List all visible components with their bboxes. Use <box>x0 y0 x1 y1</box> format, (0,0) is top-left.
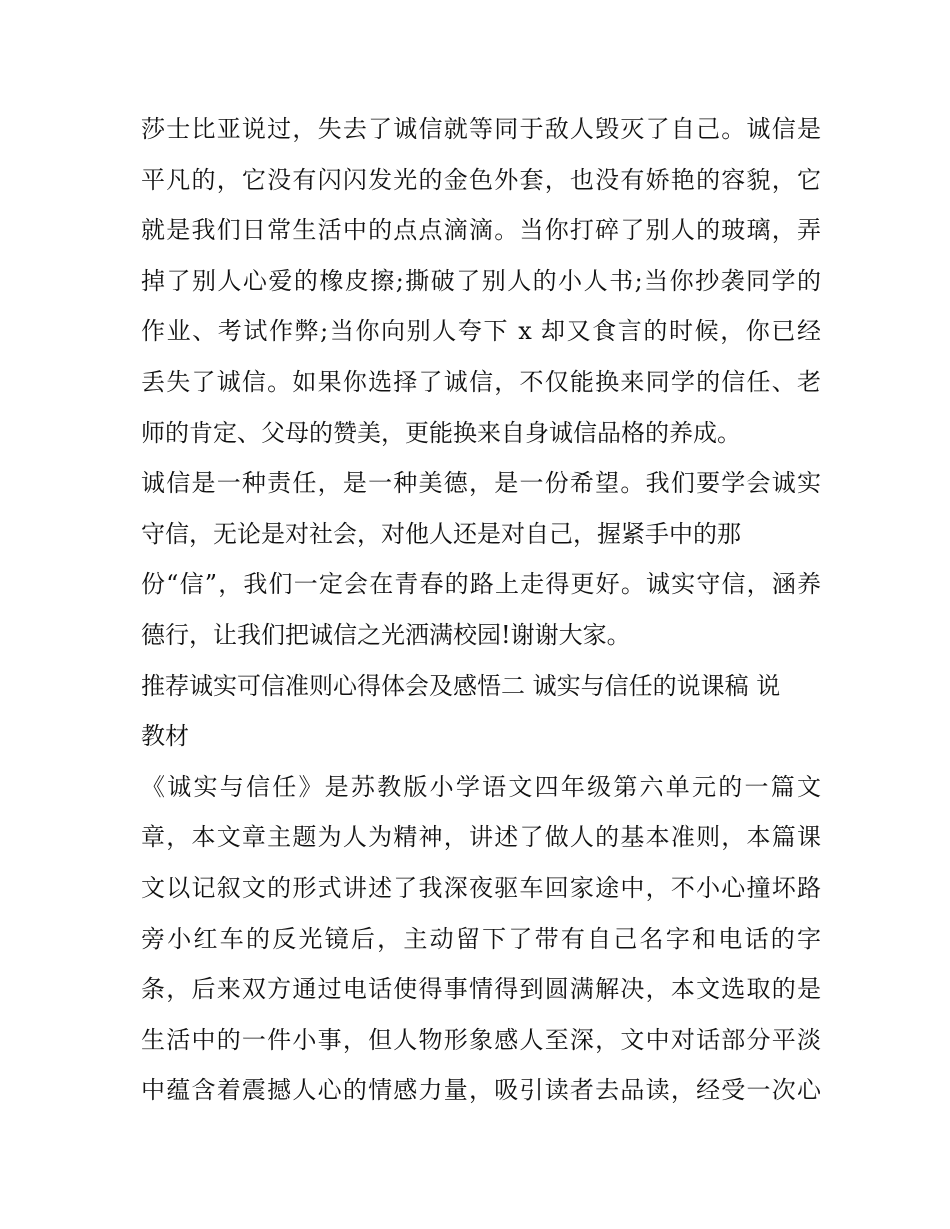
text-line: 守信，无论是对社会，对他人还是对自己，握紧手中的那 <box>141 519 741 548</box>
text-line: 文以记叙文的形式讲述了我深夜驱车回家途中，不小心撞坏路 <box>141 873 821 902</box>
text-line: 推荐诚实可信准则心得体会及感悟二 诚实与信任的说课稿 说 <box>141 671 781 700</box>
text-line: 条，后来双方通过电话使得事情得到圆满解决，本文选取的是 <box>141 975 821 1004</box>
text-line: 生活中的一件小事，但人物形象感人至深，文中对话部分平淡 <box>141 1025 821 1054</box>
text-line: 掉了别人心爱的橡皮擦;撕破了别人的小人书;当你抄袭同学的 <box>141 266 821 295</box>
text-line: 丢失了诚信。如果你选择了诚信，不仅能换来同学的信任、老 <box>141 367 821 396</box>
text-line: 诚信是一种责任，是一种美德，是一份希望。我们要学会诚实 <box>141 469 821 498</box>
text-line: 就是我们日常生活中的点点滴滴。当你打碎了别人的玻璃，弄 <box>141 216 821 245</box>
text-line: 莎士比亚说过，失去了诚信就等同于敌人毁灭了自己。诚信是 <box>141 115 821 143</box>
text-line: 教材 <box>141 722 189 751</box>
text-line: 《诚实与信任》是苏教版小学语文四年级第六单元的一篇文 <box>141 772 821 801</box>
document-body <box>141 104 821 1116</box>
text-line: 中蕴含着震撼人心的情感力量，吸引读者去品读，经受一次心 <box>141 1076 821 1105</box>
text-line: 章，本文章主题为人为精神，讲述了做人的基本准则，本篇课 <box>141 823 821 852</box>
text-line: 份“信”，我们一定会在青春的路上走得更好。诚实守信，涵养 <box>141 570 821 599</box>
text-line: 师的肯定、父母的赞美，更能换来自身诚信品格的养成。 <box>141 418 741 447</box>
text-line: 作业、考试作弊;当你向别人夸下 x 却又食言的时候，你已经 <box>141 317 821 346</box>
text-line: 德行，让我们把诚信之光洒满校园!谢谢大家。 <box>141 620 631 649</box>
text-line: 平凡的，它没有闪闪发光的金色外套，也没有娇艳的容貌，它 <box>141 165 821 194</box>
text-line: 旁小红车的反光镜后，主动留下了带有自己名字和电话的字 <box>141 924 821 953</box>
